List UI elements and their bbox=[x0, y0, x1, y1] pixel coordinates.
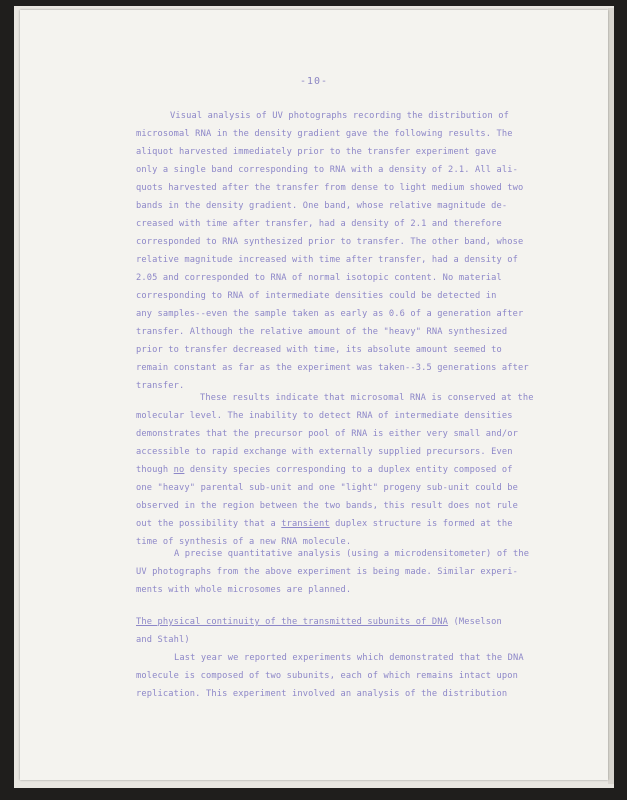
text-line: out the possibility that a transient duplex structure is formed at the bbox=[136, 519, 513, 529]
text-line: time of synthesis of a new RNA molecule. bbox=[136, 537, 352, 547]
text-line: accessible to rapid exchange with externally supplied precursors. Even bbox=[136, 447, 513, 457]
section-heading-authors: (Meselson bbox=[453, 617, 502, 627]
section-heading bbox=[136, 616, 502, 628]
text-line: one "heavy" parental sub-unit and one "light" progeny sub-unit could be bbox=[136, 483, 519, 493]
text-line: replication. This experiment involved an analysis of the distribution bbox=[136, 689, 508, 699]
section-heading-authors-cont: and Stahl) bbox=[136, 635, 190, 645]
text-line: creased with time after transfer, had a density of 2.1 and therefore bbox=[136, 219, 502, 229]
text-line: though no density species corresponding to a duplex entity composed of bbox=[136, 465, 513, 475]
text-line: demonstrates that the precursor pool of RNA is either very small and/or bbox=[136, 429, 519, 439]
text-line: UV photographs from the above experiment is being made. Similar experi- bbox=[136, 567, 519, 577]
text-line: Visual analysis of UV photographs recording the distribution of bbox=[170, 111, 509, 121]
text-line: aliquot harvested immediately prior to the transfer experiment gave bbox=[136, 147, 497, 157]
underlined-word: transient bbox=[281, 519, 330, 529]
text-line: 2.05 and corresponded to RNA of normal isotopic content. No material bbox=[136, 273, 502, 283]
text-line: observed in the region between the two bands, this result does not rule bbox=[136, 501, 519, 511]
page-edge bbox=[608, 8, 614, 784]
text-line: molecule is composed of two subunits, each of which remains intact upon bbox=[136, 671, 519, 681]
typed-page bbox=[20, 10, 608, 780]
text-line: corresponded to RNA synthesized prior to transfer. The other band, whose bbox=[136, 237, 524, 247]
text-line: prior to transfer decreased with time, its absolute amount seemed to bbox=[136, 345, 502, 355]
text-line: quots harvested after the transfer from dense to light medium showed two bbox=[136, 183, 524, 193]
text-line: molecular level. The inability to detect RNA of intermediate densities bbox=[136, 411, 513, 421]
text-line: corresponding to RNA of intermediate densities could be detected in bbox=[136, 291, 497, 301]
text-line: These results indicate that microsomal RNA is conserved at the bbox=[200, 393, 534, 403]
text-line: ments with whole microsomes are planned. bbox=[136, 585, 352, 595]
text-line: transfer. Although the relative amount of the "heavy" RNA synthesized bbox=[136, 327, 508, 337]
text-line: bands in the density gradient. One band, whose relative magnitude de- bbox=[136, 201, 508, 211]
text-line: relative magnitude increased with time after transfer, had a density of bbox=[136, 255, 519, 265]
text-line: any samples--even the sample taken as early as 0.6 of a generation after bbox=[136, 309, 524, 319]
text-line: microsomal RNA in the density gradient gave the following results. The bbox=[136, 129, 513, 139]
underlined-word: no bbox=[173, 465, 185, 475]
text-line: A precise quantitative analysis (using a microdensitometer) of the bbox=[174, 549, 530, 559]
section-heading-title: The physical continuity of the transmitted subunits of DNA bbox=[136, 617, 449, 627]
text-line: Last year we reported experiments which demonstrated that the DNA bbox=[174, 653, 524, 663]
text-line: transfer. bbox=[136, 381, 185, 391]
text-line: remain constant as far as the experiment was taken--3.5 generations after bbox=[136, 363, 529, 373]
text-line: only a single band corresponding to RNA with a density of 2.1. All ali- bbox=[136, 165, 519, 175]
page-number: -10- bbox=[299, 76, 329, 87]
